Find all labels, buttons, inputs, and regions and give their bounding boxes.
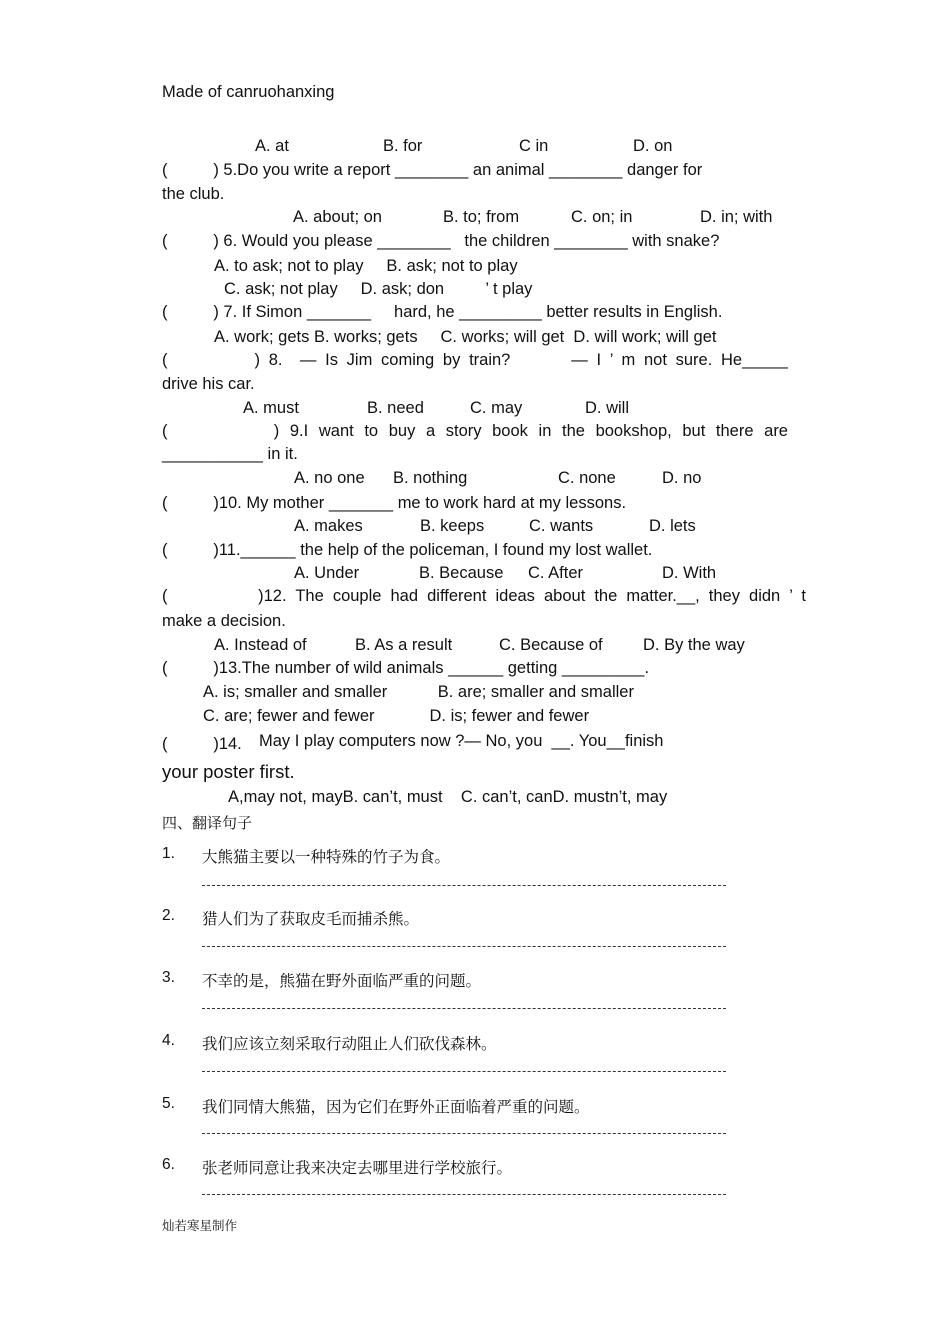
answer-line-3[interactable] [202, 1008, 726, 1009]
q14-paren: ( )14. [162, 735, 242, 753]
q4-option-d: D. on [633, 137, 673, 155]
q4-option-c: C in [519, 137, 549, 155]
translation-number-4: 4. [162, 1032, 175, 1049]
q10-option-b: B. keeps [420, 517, 485, 535]
q5-option-a: A. about; on [293, 208, 382, 226]
q12-option-b: B. As a result [355, 636, 453, 654]
q12-option-a: A. Instead of [214, 636, 307, 654]
q12-stem: ( )12. The couple had different ideas about the matter.__, they didn ’ t [162, 587, 806, 605]
translation-sentence-2: 猎人们为了获取皮毛而捕杀熊。 [202, 910, 420, 928]
page-header: Made of canruohanxing [162, 83, 335, 101]
q8-option-d: D. will [585, 399, 629, 417]
q11-option-c: C. After [528, 564, 584, 582]
q11-option-a: A. Under [294, 564, 360, 582]
q14-options: A,may not, mayB. can’t, must C. can’t, canD. mustn’t, may [228, 788, 668, 806]
q6-options-2: C. ask; not play D. ask; don ’ t play [224, 280, 533, 298]
q8-stem: ( ) 8. — Is Jim coming by train? — I ’ m not sure. He_____ [162, 351, 788, 369]
q9-option-c: C. none [558, 469, 616, 487]
q11-option-d: D. With [662, 564, 717, 582]
q8-stem-cont: drive his car. [162, 375, 255, 393]
q5-stem: ( ) 5.Do you write a report ________ an animal ________ danger for [162, 161, 703, 179]
answer-line-6[interactable] [202, 1194, 726, 1195]
answer-line-4[interactable] [202, 1071, 726, 1072]
translation-sentence-6: 张老师同意让我来决定去哪里进行学校旅行。 [202, 1159, 513, 1177]
q10-option-a: A. makes [294, 517, 363, 535]
q9-option-d: D. no [662, 469, 702, 487]
q6-stem: ( ) 6. Would you please ________ the children ________ with snake? [162, 232, 720, 250]
q10-option-c: C. wants [529, 517, 594, 535]
q10-stem: ( )10. My mother _______ me to work hard at my lessons. [162, 494, 627, 512]
q12-stem-cont: make a decision. [162, 612, 286, 630]
q8-option-a: A. must [243, 399, 299, 417]
q8-option-b: B. need [367, 399, 424, 417]
q5-stem-cont: the club. [162, 185, 225, 203]
q12-option-d: D. By the way [643, 636, 745, 654]
translation-sentence-1: 大熊猫主要以一种特殊的竹子为食。 [202, 848, 451, 866]
translation-number-3: 3. [162, 969, 175, 986]
translation-sentence-3: 不幸的是，熊猫在野外面临严重的问题。 [202, 972, 482, 990]
q5-option-c: C. on; in [571, 208, 633, 226]
q9-stem: ( ) 9.I want to buy a story book in the bookshop, but there are [162, 422, 788, 440]
translation-number-6: 6. [162, 1156, 175, 1173]
q8-option-c: C. may [470, 399, 523, 417]
q9-stem-cont: ___________ in it. [162, 445, 298, 463]
translation-number-2: 2. [162, 907, 175, 924]
q9-option-b: B. nothing [393, 469, 468, 487]
translation-sentence-4: 我们应该立刻采取行动阻止人们砍伐森林。 [202, 1035, 497, 1053]
q4-option-a: A. at [255, 137, 289, 155]
q7-stem: ( ) 7. If Simon _______ hard, he _________ better results in English. [162, 303, 723, 321]
q4-option-b: B. for [383, 137, 423, 155]
answer-line-1[interactable] [202, 885, 726, 886]
q11-option-b: B. Because [419, 564, 504, 582]
section-4-title: 四、翻译句子 [162, 814, 253, 832]
q14-stem: May I play computers now ?— No, you __. You__finish [259, 732, 664, 750]
q12-option-c: C. Because of [499, 636, 603, 654]
page-footer: 灿若寒星制作 [162, 1218, 238, 1233]
q5-option-d: D. in; with [700, 208, 773, 226]
answer-line-5[interactable] [202, 1133, 726, 1134]
q11-stem: ( )11.______ the help of the policeman, I found my lost wallet. [162, 541, 653, 559]
q13-stem: ( )13.The number of wild animals ______ getting _________. [162, 659, 650, 677]
translation-sentence-5: 我们同情大熊猫，因为它们在野外正面临着严重的问题。 [202, 1098, 590, 1116]
q13-options-2: C. are; fewer and fewer D. is; fewer and fewer [203, 707, 590, 725]
q9-option-a: A. no one [294, 469, 365, 487]
answer-line-2[interactable] [202, 946, 726, 947]
q13-options-1: A. is; smaller and smaller B. are; smaller and smaller [203, 683, 634, 701]
q10-option-d: D. lets [649, 517, 696, 535]
q14-stem-cont: your poster first. [162, 761, 295, 782]
translation-number-1: 1. [162, 845, 175, 862]
q5-option-b: B. to; from [443, 208, 520, 226]
q6-options-1: A. to ask; not to play B. ask; not to play [214, 257, 518, 275]
q7-options: A. work; gets B. works; gets C. works; will get D. will work; will get [214, 328, 717, 346]
translation-number-5: 5. [162, 1095, 175, 1112]
